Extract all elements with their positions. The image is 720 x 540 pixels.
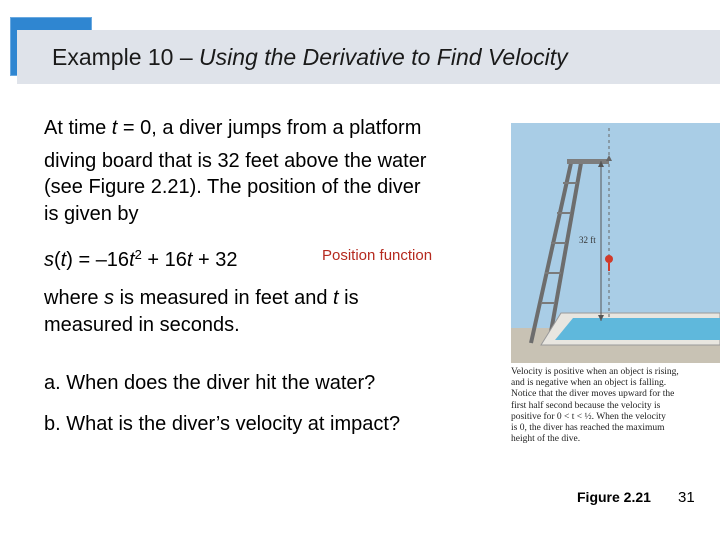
position-formula: $s(t) = -16t^2 + 16t + 32$: [44, 247, 238, 271]
figure-caption: [511, 367, 716, 445]
slide-title: Example 10 – Using the Derivative to Find Velocity: [52, 44, 568, 70]
caption-line: is 0, the diver has reached the maximum: [511, 423, 665, 434]
caption-line: Velocity is positive when an object is rising,: [511, 367, 679, 377]
page-number: 31: [678, 489, 695, 506]
question-b: b. What is the diver’s velocity at impact?: [44, 413, 401, 435]
caption-line: first half second because the velocity is: [511, 400, 661, 411]
position-function-label: Position function: [322, 247, 433, 264]
pool-water: [555, 318, 720, 340]
where-line-2: measured in seconds.: [44, 314, 240, 336]
intro-line-1: At time t = 0, a diver jumps from a platform: [44, 117, 422, 139]
height-label: 32 ft: [579, 235, 596, 245]
caption-line: Notice that the diver moves upward for the: [511, 389, 675, 400]
caption-line: and is negative when an object is falling.: [511, 378, 667, 389]
where-line-1: where s is measured in feet and t is: [44, 287, 359, 309]
diving-platform: [567, 159, 609, 164]
figure-label: Figure 2.21: [577, 489, 651, 505]
intro-line-4: is given by: [44, 203, 139, 225]
caption-line: positive for 0 < t < ½. When the velocity: [511, 411, 666, 422]
question-a: a. When does the diver hit the water?: [44, 372, 376, 394]
intro-line-2: diving board that is 32 feet above the water: [44, 150, 427, 172]
diver-icon: [605, 255, 613, 263]
intro-line-3: (see Figure 2.21). The position of the diver: [44, 176, 421, 198]
caption-line: height of the dive.: [511, 434, 581, 445]
diver-figure: [511, 123, 720, 363]
